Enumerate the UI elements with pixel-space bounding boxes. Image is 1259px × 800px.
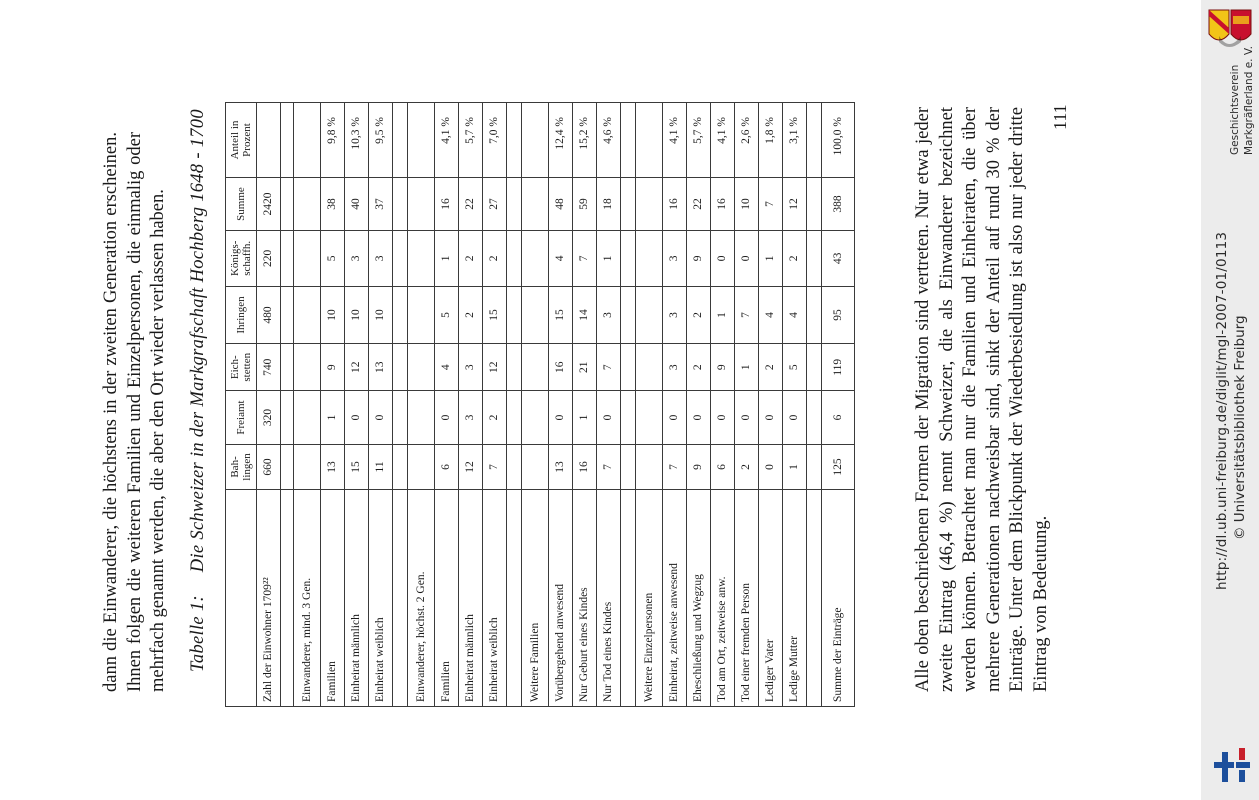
empty-cell [281, 178, 294, 231]
empty-cell [507, 178, 522, 231]
value-cell [408, 344, 435, 391]
value-cell: 37 [369, 178, 393, 231]
value-cell: 3 [663, 231, 687, 286]
row-label: Nur Tod eines Kindes [597, 490, 621, 707]
value-cell [522, 178, 549, 231]
value-cell [294, 344, 321, 391]
empty-cell [281, 344, 294, 391]
empty-cell [621, 103, 636, 178]
value-cell: 4 [783, 286, 807, 344]
value-cell: 0 [597, 391, 621, 445]
empty-cell [807, 444, 822, 489]
value-cell [522, 391, 549, 445]
value-cell: 388 [822, 178, 855, 231]
archive-url-link[interactable]: http://dl.ub.uni-freiburg.de/diglit/mgl-2007-01/0113 [1214, 231, 1230, 590]
value-cell: 13 [549, 444, 573, 489]
row-label: Eheschließung und Wegzug [687, 490, 711, 707]
column-header: Ihringen [226, 286, 257, 344]
table-body [257, 103, 855, 707]
empty-cell [807, 286, 822, 344]
value-cell: 3 [369, 231, 393, 286]
section-row [636, 103, 663, 707]
value-cell: 119 [822, 344, 855, 391]
row-label: Nur Geburt eines Kindes [573, 490, 597, 707]
empty-cell [281, 391, 294, 445]
table-row [663, 103, 687, 707]
value-cell: 16 [573, 444, 597, 489]
value-cell: 3 [663, 344, 687, 391]
empty-cell [807, 344, 822, 391]
percent-cell: 100,0 % [822, 103, 855, 178]
value-cell: 10 [369, 286, 393, 344]
percent-cell: 5,7 % [687, 103, 711, 178]
value-cell [522, 344, 549, 391]
value-cell: 4 [759, 286, 783, 344]
table-row [345, 103, 369, 707]
row-label: Lediger Vater [759, 490, 783, 707]
value-cell: 16 [549, 344, 573, 391]
empty-cell [393, 231, 408, 286]
value-cell: 7 [663, 444, 687, 489]
value-cell: 13 [321, 444, 345, 489]
spacer-row [393, 103, 408, 707]
ub-freiburg-logo-icon[interactable] [1212, 746, 1252, 786]
value-cell: 660 [257, 444, 281, 489]
empty-cell [621, 344, 636, 391]
empty-cell [393, 444, 408, 489]
verein-name-line2: Markgräflerland e. V. [1243, 45, 1255, 155]
empty-cell [621, 231, 636, 286]
value-cell: 0 [759, 444, 783, 489]
section-row [294, 103, 321, 707]
paragraph-intro: dann die Einwanderer, die höchstens in der zweiten Generation erscheinen. Ihnen folgen die weiteren Familien und Einzelpersonen, die einmalig oder mehrfach genannt werden, die aber den Ort wieder verlassen haben. [101, 132, 169, 692]
value-cell: 1 [783, 444, 807, 489]
empty-cell [281, 286, 294, 344]
value-cell: 740 [257, 344, 281, 391]
value-cell: 15 [483, 286, 507, 344]
value-cell [294, 178, 321, 231]
row-label: Ledige Mutter [783, 490, 807, 707]
column-header: Anteil in Prozent [226, 103, 257, 178]
column-header: Eich- stetten [226, 344, 257, 391]
value-cell: 220 [257, 231, 281, 286]
percent-cell: 1,8 % [759, 103, 783, 178]
percent-cell: 4,1 % [663, 103, 687, 178]
percent-cell: 4,1 % [711, 103, 735, 178]
value-cell: 7 [597, 444, 621, 489]
empty-cell [393, 178, 408, 231]
value-cell [408, 444, 435, 489]
value-cell: 0 [735, 391, 759, 445]
table-row [597, 103, 621, 707]
value-cell: 3 [459, 391, 483, 445]
value-cell: 22 [687, 178, 711, 231]
percent-cell: 9,8 % [321, 103, 345, 178]
value-cell: 12 [345, 344, 369, 391]
table-row [321, 103, 345, 707]
value-cell: 16 [435, 178, 459, 231]
value-cell: 7 [759, 178, 783, 231]
value-cell: 0 [435, 391, 459, 445]
table-row [573, 103, 597, 707]
value-cell: 43 [822, 231, 855, 286]
value-cell: 48 [549, 178, 573, 231]
row-label: Einheirat weiblich [369, 490, 393, 707]
spacer-row [621, 103, 636, 707]
value-cell: 22 [459, 178, 483, 231]
row-label: Einheirat, zeitweise anwesend [663, 490, 687, 707]
row-label: Einheirat weiblich [483, 490, 507, 707]
table-row [687, 103, 711, 707]
value-cell: 2 [783, 231, 807, 286]
total-row [822, 103, 855, 707]
row-label: Weitere Familien [522, 490, 549, 707]
value-cell: 15 [549, 286, 573, 344]
page-number: 111 [1050, 104, 1070, 130]
empty-cell [281, 444, 294, 489]
value-cell: 11 [369, 444, 393, 489]
value-cell: 6 [435, 444, 459, 489]
percent-cell [257, 103, 281, 178]
value-cell: 1 [735, 344, 759, 391]
value-cell: 12 [459, 444, 483, 489]
value-cell: 0 [711, 231, 735, 286]
empty-cell [393, 103, 408, 178]
value-cell [522, 231, 549, 286]
empty-cell [507, 444, 522, 489]
empty-cell [393, 286, 408, 344]
value-cell: 1 [597, 231, 621, 286]
value-cell: 320 [257, 391, 281, 445]
empty-cell [507, 103, 522, 178]
table-row [735, 103, 759, 707]
value-cell [636, 178, 663, 231]
value-cell [294, 391, 321, 445]
empty-cell [281, 231, 294, 286]
empty-cell [507, 344, 522, 391]
empty-cell [281, 103, 294, 178]
value-cell: 1 [573, 391, 597, 445]
value-cell: 0 [759, 391, 783, 445]
value-cell [636, 344, 663, 391]
value-cell: 3 [345, 231, 369, 286]
value-cell: 0 [663, 391, 687, 445]
value-cell: 27 [483, 178, 507, 231]
table-row [711, 103, 735, 707]
value-cell: 5 [783, 344, 807, 391]
value-cell [636, 286, 663, 344]
value-cell: 7 [597, 344, 621, 391]
value-cell: 9 [711, 344, 735, 391]
column-header: Bah- lingen [226, 444, 257, 489]
row-label: Familien [435, 490, 459, 707]
empty-cell [393, 344, 408, 391]
value-cell: 59 [573, 178, 597, 231]
table-row [549, 103, 573, 707]
value-cell: 4 [435, 344, 459, 391]
empty-cell [807, 490, 822, 707]
section-row [522, 103, 549, 707]
percent-cell: 15,2 % [573, 103, 597, 178]
row-label: Tod am Ort, zeitweise anw. [711, 490, 735, 707]
row-label: Tod einer fremden Person [735, 490, 759, 707]
value-cell: 0 [369, 391, 393, 445]
percent-cell: 10,3 % [345, 103, 369, 178]
empty-cell [393, 391, 408, 445]
value-cell: 15 [345, 444, 369, 489]
value-cell [636, 231, 663, 286]
table-row [483, 103, 507, 707]
table-header-row [226, 103, 257, 707]
row-label: Einheirat männlich [459, 490, 483, 707]
column-header [226, 490, 257, 707]
value-cell: 6 [822, 391, 855, 445]
value-cell: 2 [687, 344, 711, 391]
value-cell: 2 [459, 286, 483, 344]
value-cell [522, 444, 549, 489]
value-cell: 7 [483, 444, 507, 489]
column-header: Freiamt [226, 391, 257, 445]
caption-number: Tabelle 1: [188, 595, 208, 672]
value-cell: 1 [759, 231, 783, 286]
value-cell: 1 [321, 391, 345, 445]
value-cell: 0 [783, 391, 807, 445]
value-cell [294, 444, 321, 489]
coat-of-arms-icon [1207, 8, 1253, 50]
percent-cell: 3,1 % [783, 103, 807, 178]
table-caption [188, 72, 209, 672]
value-cell: 10 [735, 178, 759, 231]
row-label: Zahl der Einwohner 1709²² [257, 490, 281, 707]
table-row [783, 103, 807, 707]
value-cell [408, 286, 435, 344]
empty-cell [507, 490, 522, 707]
empty-cell [507, 286, 522, 344]
row-label: Einwanderer, mind. 3 Gen. [294, 490, 321, 707]
value-cell [294, 286, 321, 344]
empty-cell [621, 286, 636, 344]
value-cell: 1 [711, 286, 735, 344]
column-header: Königs- schaffh. [226, 231, 257, 286]
value-cell [408, 231, 435, 286]
row-label: Summe der Einträge [822, 490, 855, 707]
empty-cell [807, 103, 822, 178]
spacer-row [281, 103, 294, 707]
percent-cell: 4,1 % [435, 103, 459, 178]
value-cell: 6 [711, 444, 735, 489]
empty-cell [507, 231, 522, 286]
paragraph-analysis: Alle oben beschriebenen Formen der Migration sind vertreten. Nur etwa jeder zweite Eintrag (46,4 %) nennt Schweizer, die als Einwanderer bezeichnet werden können. Betrachtet man nur die Familien und Einheiraten, die über mehrere Generationen nachweisbar sind, sinkt der Anteil auf rund 30 % der Einträge. Unter dem Blickpunkt der Wiederbesiedlung ist also nur jeder dritte Eintrag von Bedeutung. [913, 107, 1051, 692]
percent-cell [408, 103, 435, 178]
table-row [369, 103, 393, 707]
table-row [759, 103, 783, 707]
table-row [459, 103, 483, 707]
value-cell: 9 [321, 344, 345, 391]
value-cell: 3 [597, 286, 621, 344]
value-cell [294, 231, 321, 286]
row-label: Familien [321, 490, 345, 707]
value-cell: 2 [735, 444, 759, 489]
percent-cell: 2,6 % [735, 103, 759, 178]
percent-cell: 5,7 % [459, 103, 483, 178]
value-cell: 2420 [257, 178, 281, 231]
empty-cell [507, 391, 522, 445]
value-cell: 0 [345, 391, 369, 445]
value-cell [408, 178, 435, 231]
spacer-row [807, 103, 822, 707]
percent-cell: 12,4 % [549, 103, 573, 178]
column-header: Summe [226, 178, 257, 231]
percent-cell: 4,6 % [597, 103, 621, 178]
value-cell: 2 [759, 344, 783, 391]
value-cell: 5 [321, 231, 345, 286]
value-cell: 2 [483, 391, 507, 445]
value-cell: 125 [822, 444, 855, 489]
value-cell: 13 [369, 344, 393, 391]
percent-cell [636, 103, 663, 178]
value-cell [408, 391, 435, 445]
spacer-row [507, 103, 522, 707]
percent-cell: 7,0 % [483, 103, 507, 178]
value-cell: 9 [687, 231, 711, 286]
empty-cell [807, 178, 822, 231]
value-cell: 10 [321, 286, 345, 344]
value-cell: 480 [257, 286, 281, 344]
value-cell [636, 391, 663, 445]
value-cell: 9 [687, 444, 711, 489]
empty-cell [281, 490, 294, 707]
empty-cell [621, 490, 636, 707]
value-cell: 7 [573, 231, 597, 286]
empty-cell [621, 178, 636, 231]
value-cell: 95 [822, 286, 855, 344]
value-cell: 18 [597, 178, 621, 231]
value-cell: 0 [711, 391, 735, 445]
value-cell: 2 [483, 231, 507, 286]
value-cell: 3 [663, 286, 687, 344]
row-label: Vorübergehend anwesend [549, 490, 573, 707]
empty-cell [621, 444, 636, 489]
value-cell: 7 [735, 286, 759, 344]
value-cell: 14 [573, 286, 597, 344]
value-cell: 38 [321, 178, 345, 231]
value-cell [522, 286, 549, 344]
table-row [257, 103, 281, 707]
value-cell: 16 [663, 178, 687, 231]
value-cell: 3 [459, 344, 483, 391]
table-row [435, 103, 459, 707]
percent-cell: 9,5 % [369, 103, 393, 178]
caption-title: Die Schweizer in der Markgrafschaft Hochberg 1648 - 1700 [188, 109, 208, 573]
value-cell: 21 [573, 344, 597, 391]
copyright-text: © Universitätsbibliothek Freiburg [1232, 315, 1248, 540]
row-label: Einheirat männlich [345, 490, 369, 707]
empty-cell [807, 391, 822, 445]
value-cell: 1 [435, 231, 459, 286]
empty-cell [807, 231, 822, 286]
percent-cell [522, 103, 549, 178]
value-cell: 10 [345, 286, 369, 344]
value-cell: 0 [687, 391, 711, 445]
value-cell: 2 [687, 286, 711, 344]
migration-table [225, 102, 855, 707]
row-label: Einwanderer, höchst. 2 Gen. [408, 490, 435, 707]
empty-cell [393, 490, 408, 707]
row-label: Weitere Einzelpersonen [636, 490, 663, 707]
empty-cell [621, 391, 636, 445]
value-cell [636, 444, 663, 489]
value-cell: 0 [549, 391, 573, 445]
verein-name-line1: Geschichtsverein [1229, 64, 1241, 155]
value-cell: 2 [459, 231, 483, 286]
percent-cell [294, 103, 321, 178]
value-cell: 12 [783, 178, 807, 231]
value-cell: 4 [549, 231, 573, 286]
value-cell: 16 [711, 178, 735, 231]
value-cell: 40 [345, 178, 369, 231]
value-cell: 12 [483, 344, 507, 391]
value-cell: 0 [735, 231, 759, 286]
section-row [408, 103, 435, 707]
value-cell: 5 [435, 286, 459, 344]
